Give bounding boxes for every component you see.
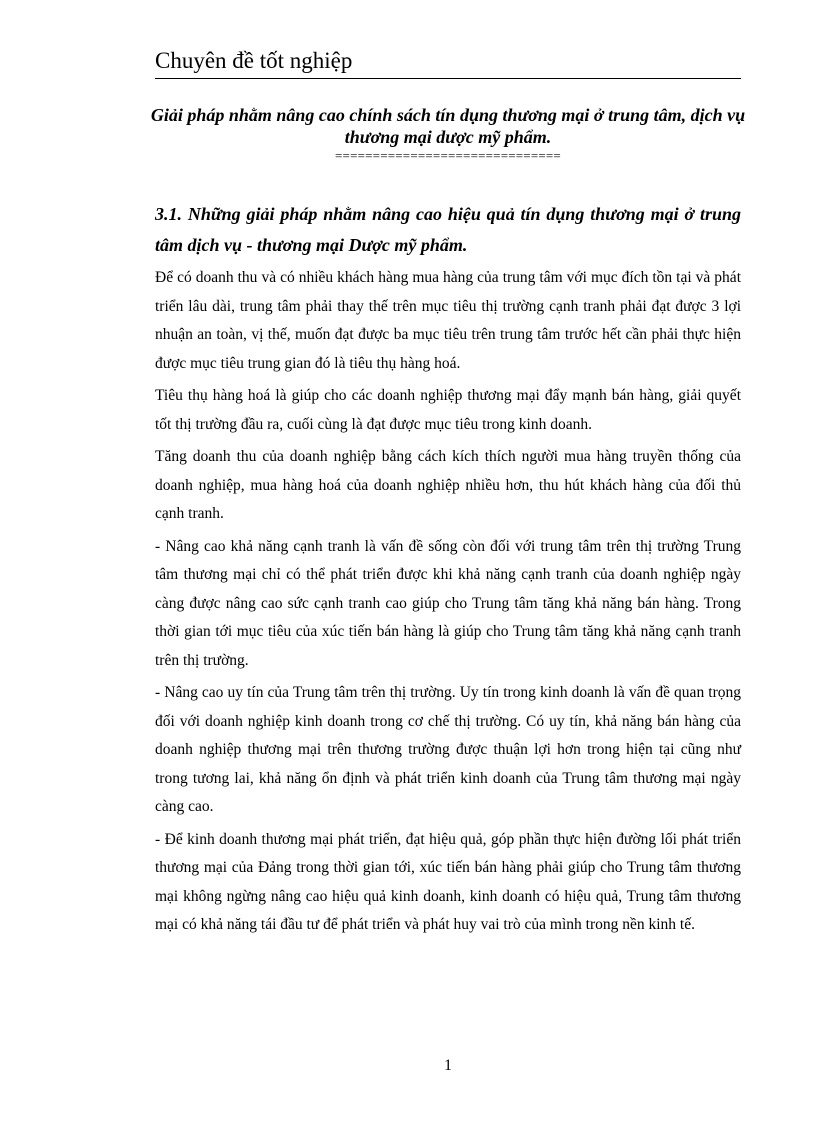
header-divider — [155, 78, 741, 79]
body-text — [155, 264, 741, 944]
paragraph: Để có doanh thu và có nhiều khách hàng mua hàng của trung tâm với mục đích tồn tại và phát triển lâu dài, trung tâm phải thay thế trên mục tiêu thị trường cạnh tranh phải đạt được 3 lợi nhuận an toàn, vị thế, muốn đạt được ba mục tiêu trên trung tâm trước hết cần phải thực hiện được mục tiêu trung gian đó là tiêu thụ hàng hoá. — [155, 269, 741, 372]
document-title: Giải pháp nhằm nâng cao chính sách tín dụng thương mại ở trung tâm, dịch vụ thương mại dược mỹ phẩm. — [150, 105, 746, 147]
running-header-title: Chuyên đề tốt nghiệp — [155, 48, 353, 73]
paragraph: - Nâng cao uy tín của Trung tâm trên thị trường. Uy tín trong kinh doanh là vấn đề quan trọng đối với doanh nghiệp kinh doanh trong cơ chế thị trường. Có uy tín, khả năng bán hàng của doanh nghiệp thương mại trên thương trường được thuận lợi hơn trong hiện tại cũng như trong tương lai, khả năng ổn định và phát triển kinh doanh của Trung tâm thương mại ngày càng cao. — [155, 684, 741, 815]
title-underline: ============================== — [335, 148, 561, 163]
paragraph: Tăng doanh thu của doanh nghiệp bằng cách kích thích người mua hàng truyền thống của doanh nghiệp, mua hàng hoá của doanh nghiệp nhiều hơn, thu hút khách hàng của đối thủ cạnh tranh. — [155, 448, 741, 522]
paragraph: Tiêu thụ hàng hoá là giúp cho các doanh nghiệp thương mại đẩy mạnh bán hàng, giải quyết tốt thị trường đầu ra, cuối cùng là đạt được mục tiêu trong kinh doanh. — [155, 387, 741, 433]
section-heading: 3.1. Những giải pháp nhằm nâng cao hiệu quả tín dụng thương mại ở trung tâm dịch vụ - thương mại Dược mỹ phẩm. — [155, 204, 741, 255]
page-number: 1 — [444, 1057, 452, 1074]
paragraph: - Để kinh doanh thương mại phát triển, đạt hiệu quả, góp phần thực hiện đường lối phát triển thương mại của Đảng trong thời gian tới, xúc tiến bán hàng phải giúp cho Trung tâm thương mại không ngừng nâng cao hiệu quả kinh doanh, kinh doanh có hiệu quả, Trung tâm thương mại có khả năng tái đầu tư để phát triển và phát huy vai trò của mình trong nền kinh tế. — [155, 830, 741, 933]
paragraph: - Nâng cao khả năng cạnh tranh là vấn đề sống còn đối với trung tâm trên thị trường Trung tâm thương mại chỉ có thể phát triển được khi khả năng cạnh tranh của doanh nghiệp ngày càng được nâng cao sức cạnh tranh cao giúp cho Trung tâm tăng khả năng bán hàng. Trong thời gian tới mục tiêu của xúc tiến bán hàng là giúp cho Trung tâm tăng khả năng cạnh tranh trên thị trường. — [155, 537, 741, 669]
